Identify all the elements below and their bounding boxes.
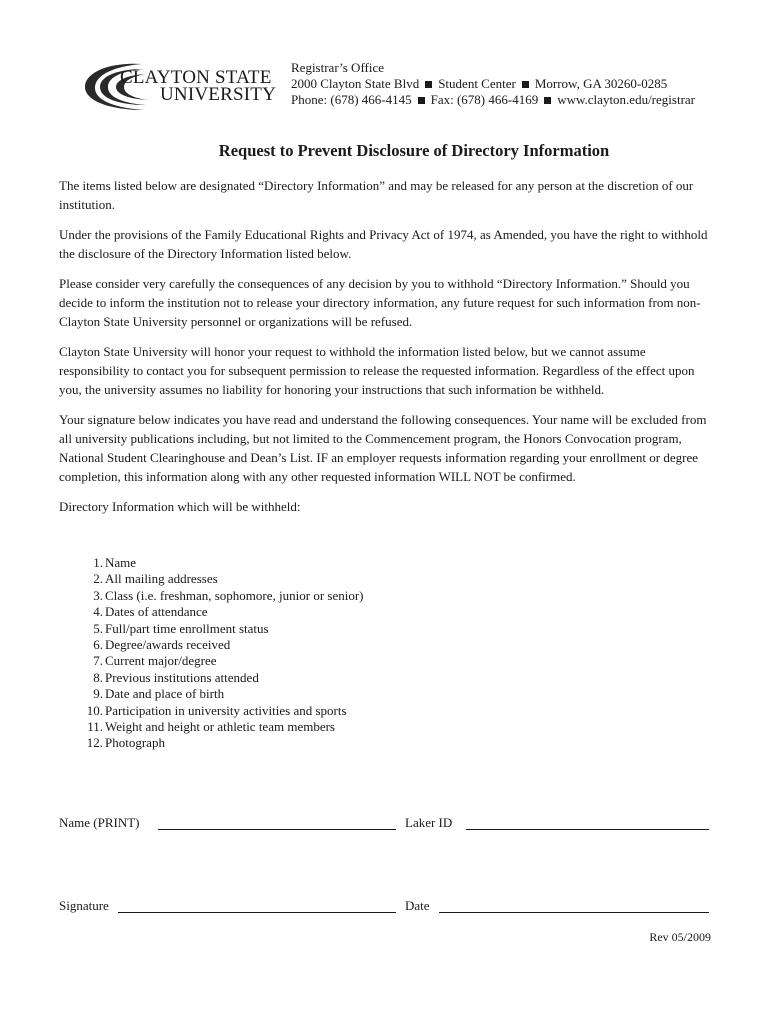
name-print-line[interactable] xyxy=(158,829,396,830)
body-text xyxy=(59,176,719,527)
laker-id-line[interactable] xyxy=(466,829,709,830)
list-item-text: Previous institutions attended xyxy=(105,669,259,685)
list-item: 10. Participation in university activities and sports xyxy=(86,702,347,718)
list-item: 11. Weight and height or athletic team members xyxy=(87,719,335,735)
paragraph-consequences: Please consider very carefully the consequences of any decision by you to withhold “Directory Information.” Should you decide to inform the institution not to release your directory information, any future request for such information from non-Clayton State University personnel or organizations will be refused. xyxy=(59,276,701,329)
list-item-text: All mailing addresses xyxy=(105,571,218,587)
list-item-text: Participation in university activities and sports xyxy=(105,702,347,718)
list-item: 1. Name xyxy=(93,555,137,570)
square-bullet-icon xyxy=(522,81,529,88)
list-item-text: Class (i.e. freshman, sophomore, junior or senior) xyxy=(105,587,364,603)
address-line xyxy=(291,76,695,92)
list-item-text: Degree/awards received xyxy=(105,637,231,653)
fax-number: Fax: (678) 466-4169 xyxy=(430,92,539,107)
list-item-text: Weight and height or athletic team members xyxy=(105,719,335,735)
list-item: 6. Degree/awards received xyxy=(93,637,231,653)
paragraph-ferpa: Under the provisions of the Family Educational Rights and Privacy Act of 1974, as Amended, you have the right to withhold the disclosure of the Directory Information listed below. xyxy=(59,227,708,261)
square-bullet-icon xyxy=(425,81,432,88)
withheld-items-list xyxy=(79,555,364,752)
paragraph-list-intro: Directory Information which will be withheld: xyxy=(59,499,301,514)
square-bullet-icon xyxy=(418,97,425,104)
list-item-text: Full/part time enrollment status xyxy=(105,620,269,636)
street-address: 2000 Clayton State Blvd xyxy=(291,76,420,91)
list-item-text: Photograph xyxy=(105,735,165,751)
paragraph-liability: Clayton State University will honor your request to withhold the information listed below, but we cannot assume responsibility to contact you for subsequent permission to release the requested information. Regardless of the effect upon you, the university assumes no liability for honoring your instructions that such information be withheld. xyxy=(59,344,695,397)
list-item: 12. Photograph xyxy=(86,735,165,751)
contact-line xyxy=(291,92,695,108)
revision-date: Rev 05/2009 xyxy=(649,930,711,944)
document-title: Request to Prevent Disclosure of Directory Information xyxy=(218,141,610,160)
list-item: 5. Full/part time enrollment status xyxy=(93,620,269,636)
laker-id-label: Laker ID xyxy=(405,815,453,830)
signature-line[interactable] xyxy=(118,912,396,913)
square-bullet-icon xyxy=(544,97,551,104)
city-state-zip: Morrow, GA 30260-0285 xyxy=(534,76,668,91)
office-name: Registrar’s Office xyxy=(291,60,385,75)
registrar-contact-block xyxy=(291,60,695,108)
university-logo xyxy=(82,60,276,116)
list-item: 7. Current major/degree xyxy=(93,653,217,669)
list-item: 2. All mailing addresses xyxy=(93,571,218,587)
date-label: Date xyxy=(405,898,430,913)
phone-number: Phone: (678) 466-4145 xyxy=(291,92,412,107)
paragraph-signature-notice: Your signature below indicates you have read and understand the following consequences. Your name will be excluded from all university publications including, but not limited to the Commencement program, the Honors Convocation program, National Student Clearinghouse and Dean’s List. IF an employer requests information regarding your enrollment or degree completion, this information along with any other requested information WILL NOT be confirmed. xyxy=(59,412,707,484)
list-item: 4. Dates of attendance xyxy=(93,604,208,620)
list-item-text: Name xyxy=(105,555,137,570)
logo-text-university: UNIVERSITY xyxy=(160,84,276,105)
list-item-text: Current major/degree xyxy=(105,653,217,669)
building-name: Student Center xyxy=(438,76,516,91)
list-item: 3. Class (i.e. freshman, sophomore, junior or senior) xyxy=(93,587,364,603)
list-item: 8. Previous institutions attended xyxy=(93,669,259,685)
date-line[interactable] xyxy=(439,912,709,913)
paragraph-directory-info: The items listed below are designated “Directory Information” and may be released for any person at the discretion of our institution. xyxy=(59,178,694,212)
list-item-text: Date and place of birth xyxy=(105,686,225,702)
logo-text-clayton-state: CLAYTON STATE xyxy=(120,67,272,88)
name-print-label: Name (PRINT) xyxy=(59,815,140,830)
list-item-text: Dates of attendance xyxy=(105,604,208,620)
list-item: 9. Date and place of birth xyxy=(93,686,225,702)
website-link[interactable]: www.clayton.edu/registrar xyxy=(557,92,695,107)
signature-label: Signature xyxy=(59,898,109,913)
